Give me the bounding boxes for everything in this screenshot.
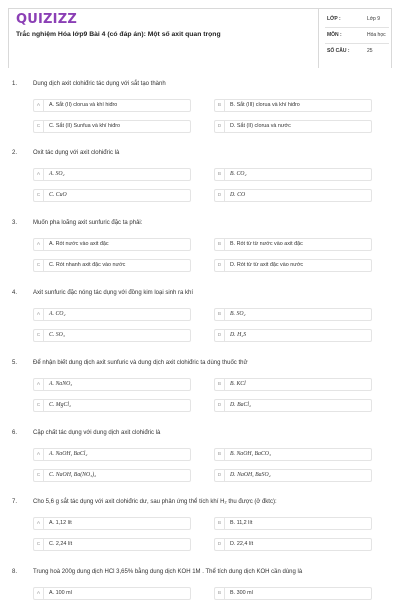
option-text: D. BaCl₂ — [230, 402, 252, 408]
page-header — [0, 0, 400, 68]
option-letter: D — [215, 470, 225, 481]
answer-option-d[interactable] — [214, 120, 372, 133]
answer-option-b[interactable] — [214, 308, 372, 321]
answer-option-a[interactable] — [33, 517, 191, 530]
option-letter: D — [215, 260, 225, 271]
option-letter: A — [34, 309, 44, 320]
answer-option-a[interactable] — [33, 99, 191, 112]
answer-option-c[interactable] — [33, 329, 191, 342]
option-text: C. SO₃ — [49, 332, 65, 338]
answer-option-a[interactable] — [33, 448, 191, 461]
question-number: 4. — [12, 290, 18, 296]
answer-option-c[interactable] — [33, 399, 191, 412]
option-letter: A — [34, 379, 44, 390]
option-letter: C — [34, 260, 44, 271]
answer-option-d[interactable] — [214, 538, 372, 551]
answer-option-d[interactable] — [214, 469, 372, 482]
option-text: D. 22,4 lít — [230, 541, 254, 547]
question-text: Dung dịch axit clohiđric tác dụng với sắt tạo thành — [33, 81, 166, 87]
meta-subject-label: MÔN : — [327, 32, 342, 38]
option-text: B. Sắt (III) clorua và khí hiđro — [230, 102, 300, 108]
quizizz-logo: QUIZIZZ — [16, 12, 77, 27]
option-letter: A — [34, 518, 44, 529]
question-text: Cho 5,6 g sắt tác dụng với axit clohiđric dư, sau phản ứng thể tích khí H₂ thu được (ở đktc): — [33, 499, 277, 505]
question-number: 8. — [12, 569, 18, 575]
option-text: A. Sắt (II) clorua và khí hiđro — [49, 102, 118, 108]
option-letter: B — [215, 379, 225, 390]
option-letter: B — [215, 449, 225, 460]
option-text: C. NaOH, Ba(NO₃)₂ — [49, 472, 97, 478]
option-letter: B — [215, 100, 225, 111]
answer-option-b[interactable] — [214, 378, 372, 391]
option-text: D. Rót từ từ axit đặc vào nước — [230, 262, 304, 268]
option-text: C. Rót nhanh axit đặc vào nước — [49, 262, 126, 268]
option-text: A. NaNO₃ — [49, 381, 73, 387]
option-letter: C — [34, 400, 44, 411]
answer-option-c[interactable] — [33, 120, 191, 133]
option-letter: A — [34, 588, 44, 599]
option-letter: A — [34, 239, 44, 250]
meta-count-label: SỐ CÂU : — [327, 48, 350, 54]
answer-option-a[interactable] — [33, 308, 191, 321]
option-text: D. H₂S — [230, 332, 247, 338]
meta-subject-value: Hóa học — [367, 32, 386, 38]
option-letter: D — [215, 539, 225, 550]
option-text: C. Sắt (II) Sunfua và khí hiđro — [49, 123, 121, 129]
question-number: 3. — [12, 220, 18, 226]
question-number: 1. — [12, 81, 18, 87]
answer-option-b[interactable] — [214, 517, 372, 530]
option-text: A. 100 ml — [49, 590, 72, 596]
answer-option-c[interactable] — [33, 189, 191, 202]
answer-option-b[interactable] — [214, 587, 372, 600]
option-text: D. Sắt (II) clorua và nước — [230, 123, 291, 129]
question-text: Axit sunfuric đặc nóng tác dụng với đồng kim loại sinh ra khí — [33, 290, 194, 296]
answer-option-b[interactable] — [214, 448, 372, 461]
option-text: A. Rót nước vào axit đặc — [49, 241, 109, 247]
answer-option-c[interactable] — [33, 259, 191, 272]
option-letter: A — [34, 449, 44, 460]
option-letter: B — [215, 588, 225, 599]
answer-option-d[interactable] — [214, 189, 372, 202]
question-text: Muốn pha loãng axit sunfuric đặc ta phải: — [33, 220, 143, 226]
question-text: Oxit tác dụng với axit clohiđric là — [33, 150, 120, 156]
question-text: Trung hoà 200g dung dịch HCl 3,65% bằng dung dịch KOH 1M . Thể tích dung dịch KOH cần dùng là — [33, 569, 303, 575]
option-text: C. MgCl₂ — [49, 402, 71, 408]
question-number: 2. — [12, 150, 18, 156]
question-number: 7. — [12, 499, 18, 505]
option-letter: A — [34, 100, 44, 111]
option-text: B. 11,2 lít — [230, 520, 253, 526]
answer-option-b[interactable] — [214, 238, 372, 251]
option-text: C. CuO — [49, 192, 67, 198]
answer-option-d[interactable] — [214, 259, 372, 272]
answer-option-a[interactable] — [33, 587, 191, 600]
answer-option-b[interactable] — [214, 168, 372, 181]
option-letter: B — [215, 169, 225, 180]
option-letter: A — [34, 169, 44, 180]
answer-option-d[interactable] — [214, 329, 372, 342]
meta-class-label: LỚP : — [327, 16, 341, 22]
option-text: A. NaOH, BaCl₂ — [49, 451, 88, 457]
option-letter: B — [215, 309, 225, 320]
option-text: B. Rót từ từ nước vào axit đặc — [230, 241, 303, 247]
answer-option-c[interactable] — [33, 469, 191, 482]
option-text: C. 2,24 lít — [49, 541, 73, 547]
option-text: B. NaOH, BaCO₃ — [230, 451, 271, 457]
question-text: Cặp chất tác dụng với dung dịch axit clohiđric là — [33, 430, 161, 436]
option-letter: B — [215, 518, 225, 529]
option-letter: C — [34, 121, 44, 132]
page-title: Trắc nghiệm Hóa lớp9 Bài 4 (có đáp án): Một số axit quan trọng — [16, 31, 221, 38]
answer-option-a[interactable] — [33, 378, 191, 391]
answer-option-a[interactable] — [33, 238, 191, 251]
question-number: 5. — [12, 360, 18, 366]
option-text: B. CO₂ — [230, 171, 247, 177]
option-text: B. KCl — [230, 381, 246, 387]
answer-option-a[interactable] — [33, 168, 191, 181]
meta-panel — [318, 8, 392, 68]
answer-option-b[interactable] — [214, 99, 372, 112]
meta-divider — [325, 43, 389, 44]
meta-divider — [325, 27, 389, 28]
option-letter: B — [215, 239, 225, 250]
option-letter: D — [215, 190, 225, 201]
option-letter: C — [34, 539, 44, 550]
option-text: A. CO₂ — [49, 311, 66, 317]
option-text: A. 1,12 lít — [49, 520, 72, 526]
option-text: A. SO₂ — [49, 171, 65, 177]
question-text: Để nhận biết dung dịch axit sunfuric và dung dịch axit clohiđric ta dùng thuốc thử — [33, 360, 248, 366]
meta-class-value: Lớp 9 — [367, 16, 381, 22]
question-number: 6. — [12, 430, 18, 436]
option-letter: C — [34, 190, 44, 201]
option-letter: D — [215, 121, 225, 132]
meta-count-value: 25 — [367, 48, 373, 54]
option-letter: C — [34, 330, 44, 341]
option-text: D. NaOH, BaSO₄ — [230, 472, 271, 478]
option-text: B. 300 ml — [230, 590, 253, 596]
option-letter: C — [34, 470, 44, 481]
answer-option-d[interactable] — [214, 399, 372, 412]
option-letter: D — [215, 400, 225, 411]
option-text: B. SO₂ — [230, 311, 246, 317]
option-letter: D — [215, 330, 225, 341]
option-text: D. CO — [230, 192, 246, 198]
answer-option-c[interactable] — [33, 538, 191, 551]
